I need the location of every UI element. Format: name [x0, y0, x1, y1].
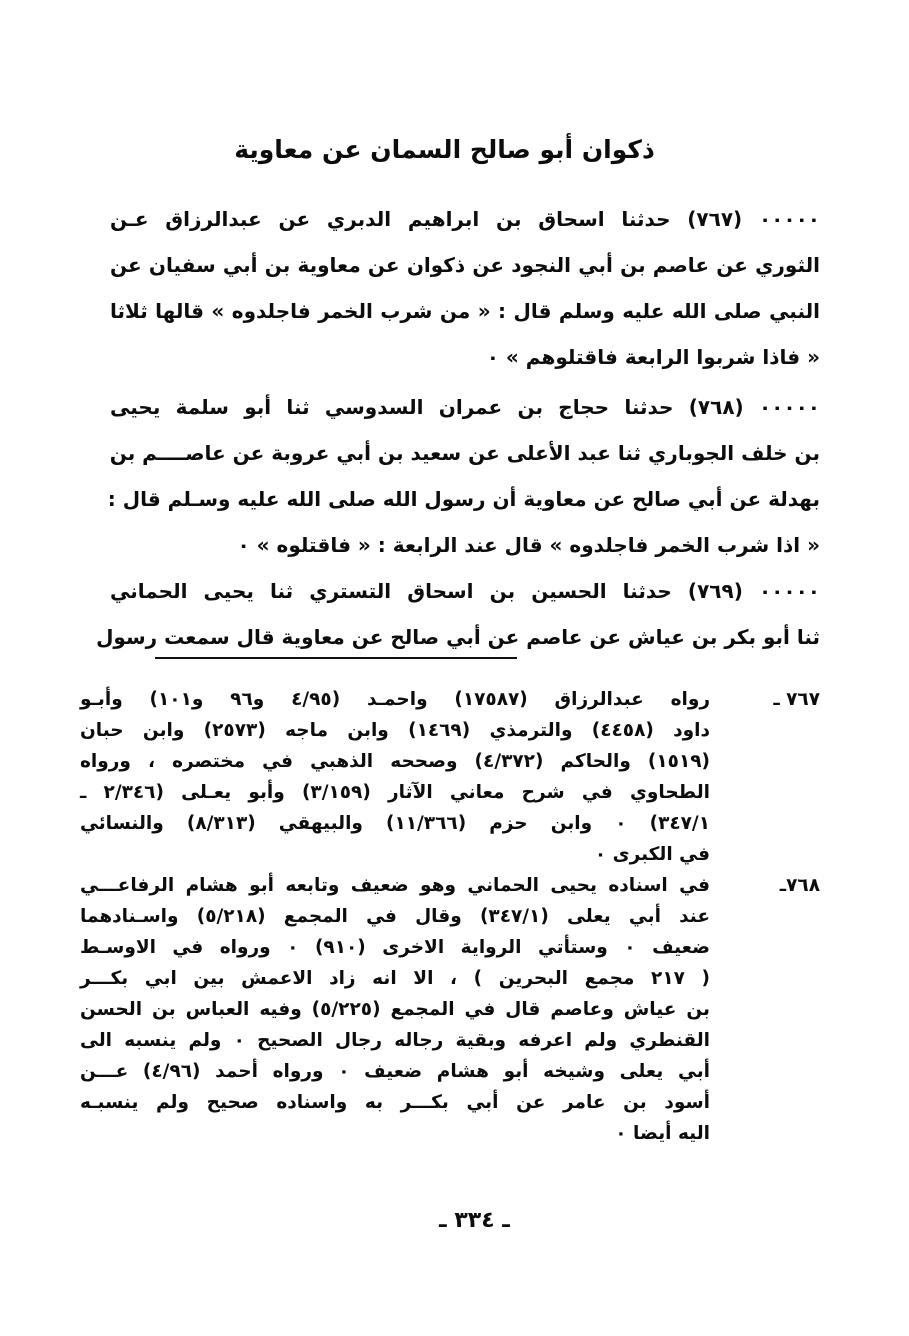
main-line: ٠٠٠٠٠ (٧٦٧) حدثنا اسحاق بن ابراهيم الدبري عن عبدالرزاق عـن: [110, 207, 820, 231]
footnote-line: القنطري ولم اعرفه وبقية رجاله رجال الصحيح ٠ ولم ينسبه الى: [80, 1030, 711, 1051]
footnote-line: بن عياش وعاصم قال في المجمع (٥/٢٢٥) وفيه العباس بن الحسن: [80, 999, 710, 1020]
main-line: ٠٠٠٠٠ (٧٦٩) حدثنا الحسين بن اسحاق التستري ثنا يحيى الحماني: [110, 579, 821, 603]
footnote-line: أسود بن عامر عن أبي بكـــر به واسناده صحيح ولم ينسبـه: [80, 1092, 710, 1113]
main-text: [96, 196, 821, 660]
main-line: الثوري عن عاصم بن أبي النجود عن ذكوان عن معاوية بن أبي سفيان عن: [110, 253, 820, 277]
main-line: ٠٠٠٠٠ (٧٦٨) حدثنا حجاج بن عمران السدوسي ثنا أبو سلمة يحيى: [110, 395, 820, 419]
footnote-line: ٣٤٧/١) ٠ وابن حزم (١١/٣٦٦) والبيهقي (٨/٣١٣) والنسائي: [80, 813, 710, 834]
footnote-line: (١٥١٩) والحاكم (٤/٣٧٢) وصححه الذهبي في مختصره ، ورواه: [80, 751, 711, 772]
footnote-line: داود (٤٤٥٨) والترمذي (١٤٦٩) وابن ماجه (٢٥٧٣) وابن حبان: [80, 720, 710, 741]
main-line: « فاذا شربوا الرابعة فاقتلوهم » ٠: [486, 345, 820, 369]
main-line: بهدلة عن أبي صالح عن معاوية أن رسول الله صلى الله عليه وسـلم قال :: [107, 487, 820, 511]
footnote-body: [80, 870, 710, 1149]
main-line: « اذا شرب الخمر فاجلدوه » قال عند الرابعة : « فاقتلوه » ٠: [237, 533, 820, 557]
footnotes: [80, 684, 820, 1149]
main-line: بن خلف الجوباري ثنا عبد الأعلى عن سعيد بن أبي عروبة عن عاصــــم بن: [109, 441, 820, 465]
main-line: ثنا أبو بكر بن عياش عن عاصم عن أبي صالح عن معاوية قال سمعت رسول: [96, 625, 820, 649]
page-number: ـ ٣٣٤ ـ: [439, 1208, 510, 1233]
footnote-number: ٧٦٧ ـ: [773, 689, 820, 710]
page-title: ذكوان أبو صالح السمان عن معاوية: [234, 135, 655, 164]
footnote-line: اليه أيضا ٠: [615, 1123, 710, 1144]
footnote-line: ( ٢١٧ مجمع البحرين ) ، الا انه زاد الاعمش بين ابي بكـــر: [80, 968, 710, 989]
footnote-768: [80, 870, 820, 1149]
footnote-line: الطحاوي في شرح معاني الآثار (٣/١٥٩) وأبو يعـلى (٢/٣٤٦ ـ: [80, 782, 710, 803]
footnote-number: ٧٦٨ـ: [779, 875, 820, 896]
footnote-767: [80, 684, 820, 870]
footnote-line: رواه عبدالرزاق (١٧٥٨٧) واحمـد (٤/٩٥ و٩٦ و١٠١) وأبـو: [80, 689, 710, 710]
footnote-line: أبي يعلى وشيخه أبو هشام ضعيف ٠ ورواه أحمد (٤/٩٦) عـــن: [80, 1061, 710, 1082]
footnote-line: عند أبي يعلى (٣٤٧/١) وقال في المجمع (٥/٢١٨) واسـنادهما: [80, 906, 710, 927]
footnote-line: في اسناده يحيى الحماني وهو ضعيف وتابعه أبو هشام الرفاعـــي: [80, 875, 710, 896]
footnote-line: ضعيف ٠ وستأتي الرواية الاخرى (٩١٠) ٠ ورواه في الاوسـط: [80, 937, 710, 958]
footnote-body: [80, 684, 710, 870]
main-line: النبي صلى الله عليه وسلم قال : « من شرب الخمر فاجلدوه » قالها ثلاثا: [110, 299, 820, 323]
footnote-separator: [155, 657, 517, 659]
footnote-line: في الكبرى ٠: [594, 844, 710, 865]
